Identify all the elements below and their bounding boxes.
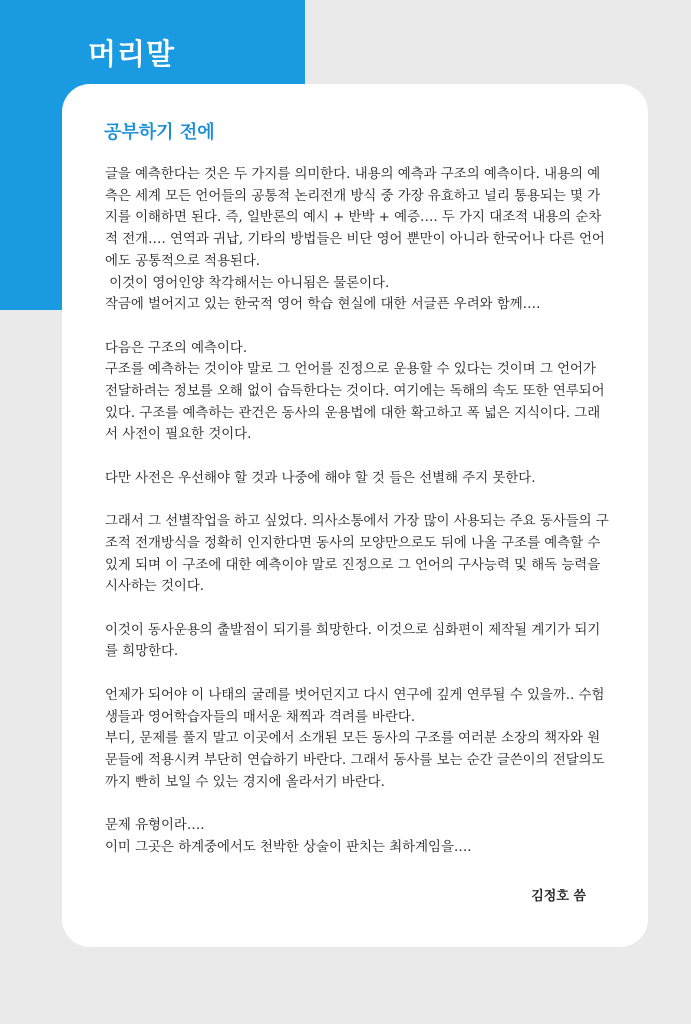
section-title: 공부하기 전에	[104, 122, 215, 143]
page-title: 머리말	[88, 37, 176, 71]
paragraph-gap	[105, 446, 611, 468]
content-card	[62, 84, 648, 947]
paragraph: 구조를 예측하는 것이야 말로 그 언어를 진정으로 운용할 수 있다는 것이며 그 언어가 전달하려는 정보를 오해 없이 습득한다는 것이다. 여기에는 독해의 속도 또한 연루되어 있다. 구조를 예측하는 관건은 동사의 운용법에 대한 확고하고 폭 넓은 지식이다. 그래서 사전이 필요한 것이다.	[105, 362, 605, 443]
body-text	[105, 164, 611, 858]
paragraph-gap	[105, 316, 611, 338]
paragraph: 이것이 동사운용의 출발점이 되기를 희망한다. 이것으로 심화편이 제작될 계기가 되기를 희망한다.	[105, 622, 601, 660]
paragraph: 언제가 되어야 이 나태의 굴레를 벗어던지고 다시 연구에 깊게 연루될 수 있을까.. 수험생들과 영어학습자들의 매서운 채찍과 격려를 바란다.	[105, 687, 605, 725]
paragraph: 그래서 그 선별작업을 하고 싶었다. 의사소통에서 가장 많이 사용되는 주요 동사들의 구조적 전개방식을 정확히 인지한다면 동사의 모양만으로도 뒤에 나올 구조를 예측할 수 있게 되며 이 구조에 대한 예측이야 말로 진정으로 그 언어의 구사능력 및 해독 능력을 시사하는 것이다.	[105, 514, 609, 595]
paragraph-gap	[105, 663, 611, 685]
paragraph-gap	[105, 793, 611, 815]
paragraph: 작금에 벌어지고 있는 한국적 영어 학습 현실에 대한 서글픈 우려와 함께….	[105, 297, 541, 313]
paragraph: 다음은 구조의 예측이다.	[105, 340, 248, 356]
paragraph: 부디, 문제를 풀지 말고 이곳에서 소개된 모든 동사의 구조를 여러분 소장의 책자와 원문들에 적용시켜 부단히 연습하기 바란다. 그래서 동사를 보는 순간 글쓴이의 전달의도까지 빤히 보일 수 있는 경지에 올라서기 바란다.	[105, 731, 605, 790]
paragraph-gap	[105, 598, 611, 620]
paragraph: 다만 사전은 우선해야 할 것과 나중에 해야 할 것 들은 선별해 주지 못한다.	[105, 470, 536, 486]
paragraph: 글을 예측한다는 것은 두 가지를 의미한다. 내용의 예측과 구조의 예측이다. 내용의 예측은 세계 모든 언어들의 공통적 논리전개 방식 중 가장 유효하고 널리 통용되는 몇 가지를 이해하면 된다. 즉, 일반론의 예시 + 반박 + 예증…. 두 가지 대조적 내용의 순차적 전개…. 연역과 귀납, 기타의 방법들은 비단 영어 뿐만이 아니라 한국어나 다른 언어에도 공통적으로 적용된다.	[105, 167, 605, 269]
paragraph: 이미 그곳은 하계중에서도 천박한 상술이 판치는 최하계임을….	[105, 839, 472, 855]
author-signature: 김정호 씀	[531, 889, 586, 904]
paragraph-gap	[105, 490, 611, 512]
paragraph: 이것이 영어인양 착각해서는 아니됨은 물론이다.	[105, 275, 390, 291]
paragraph: 문제 유형이라….	[105, 818, 205, 833]
